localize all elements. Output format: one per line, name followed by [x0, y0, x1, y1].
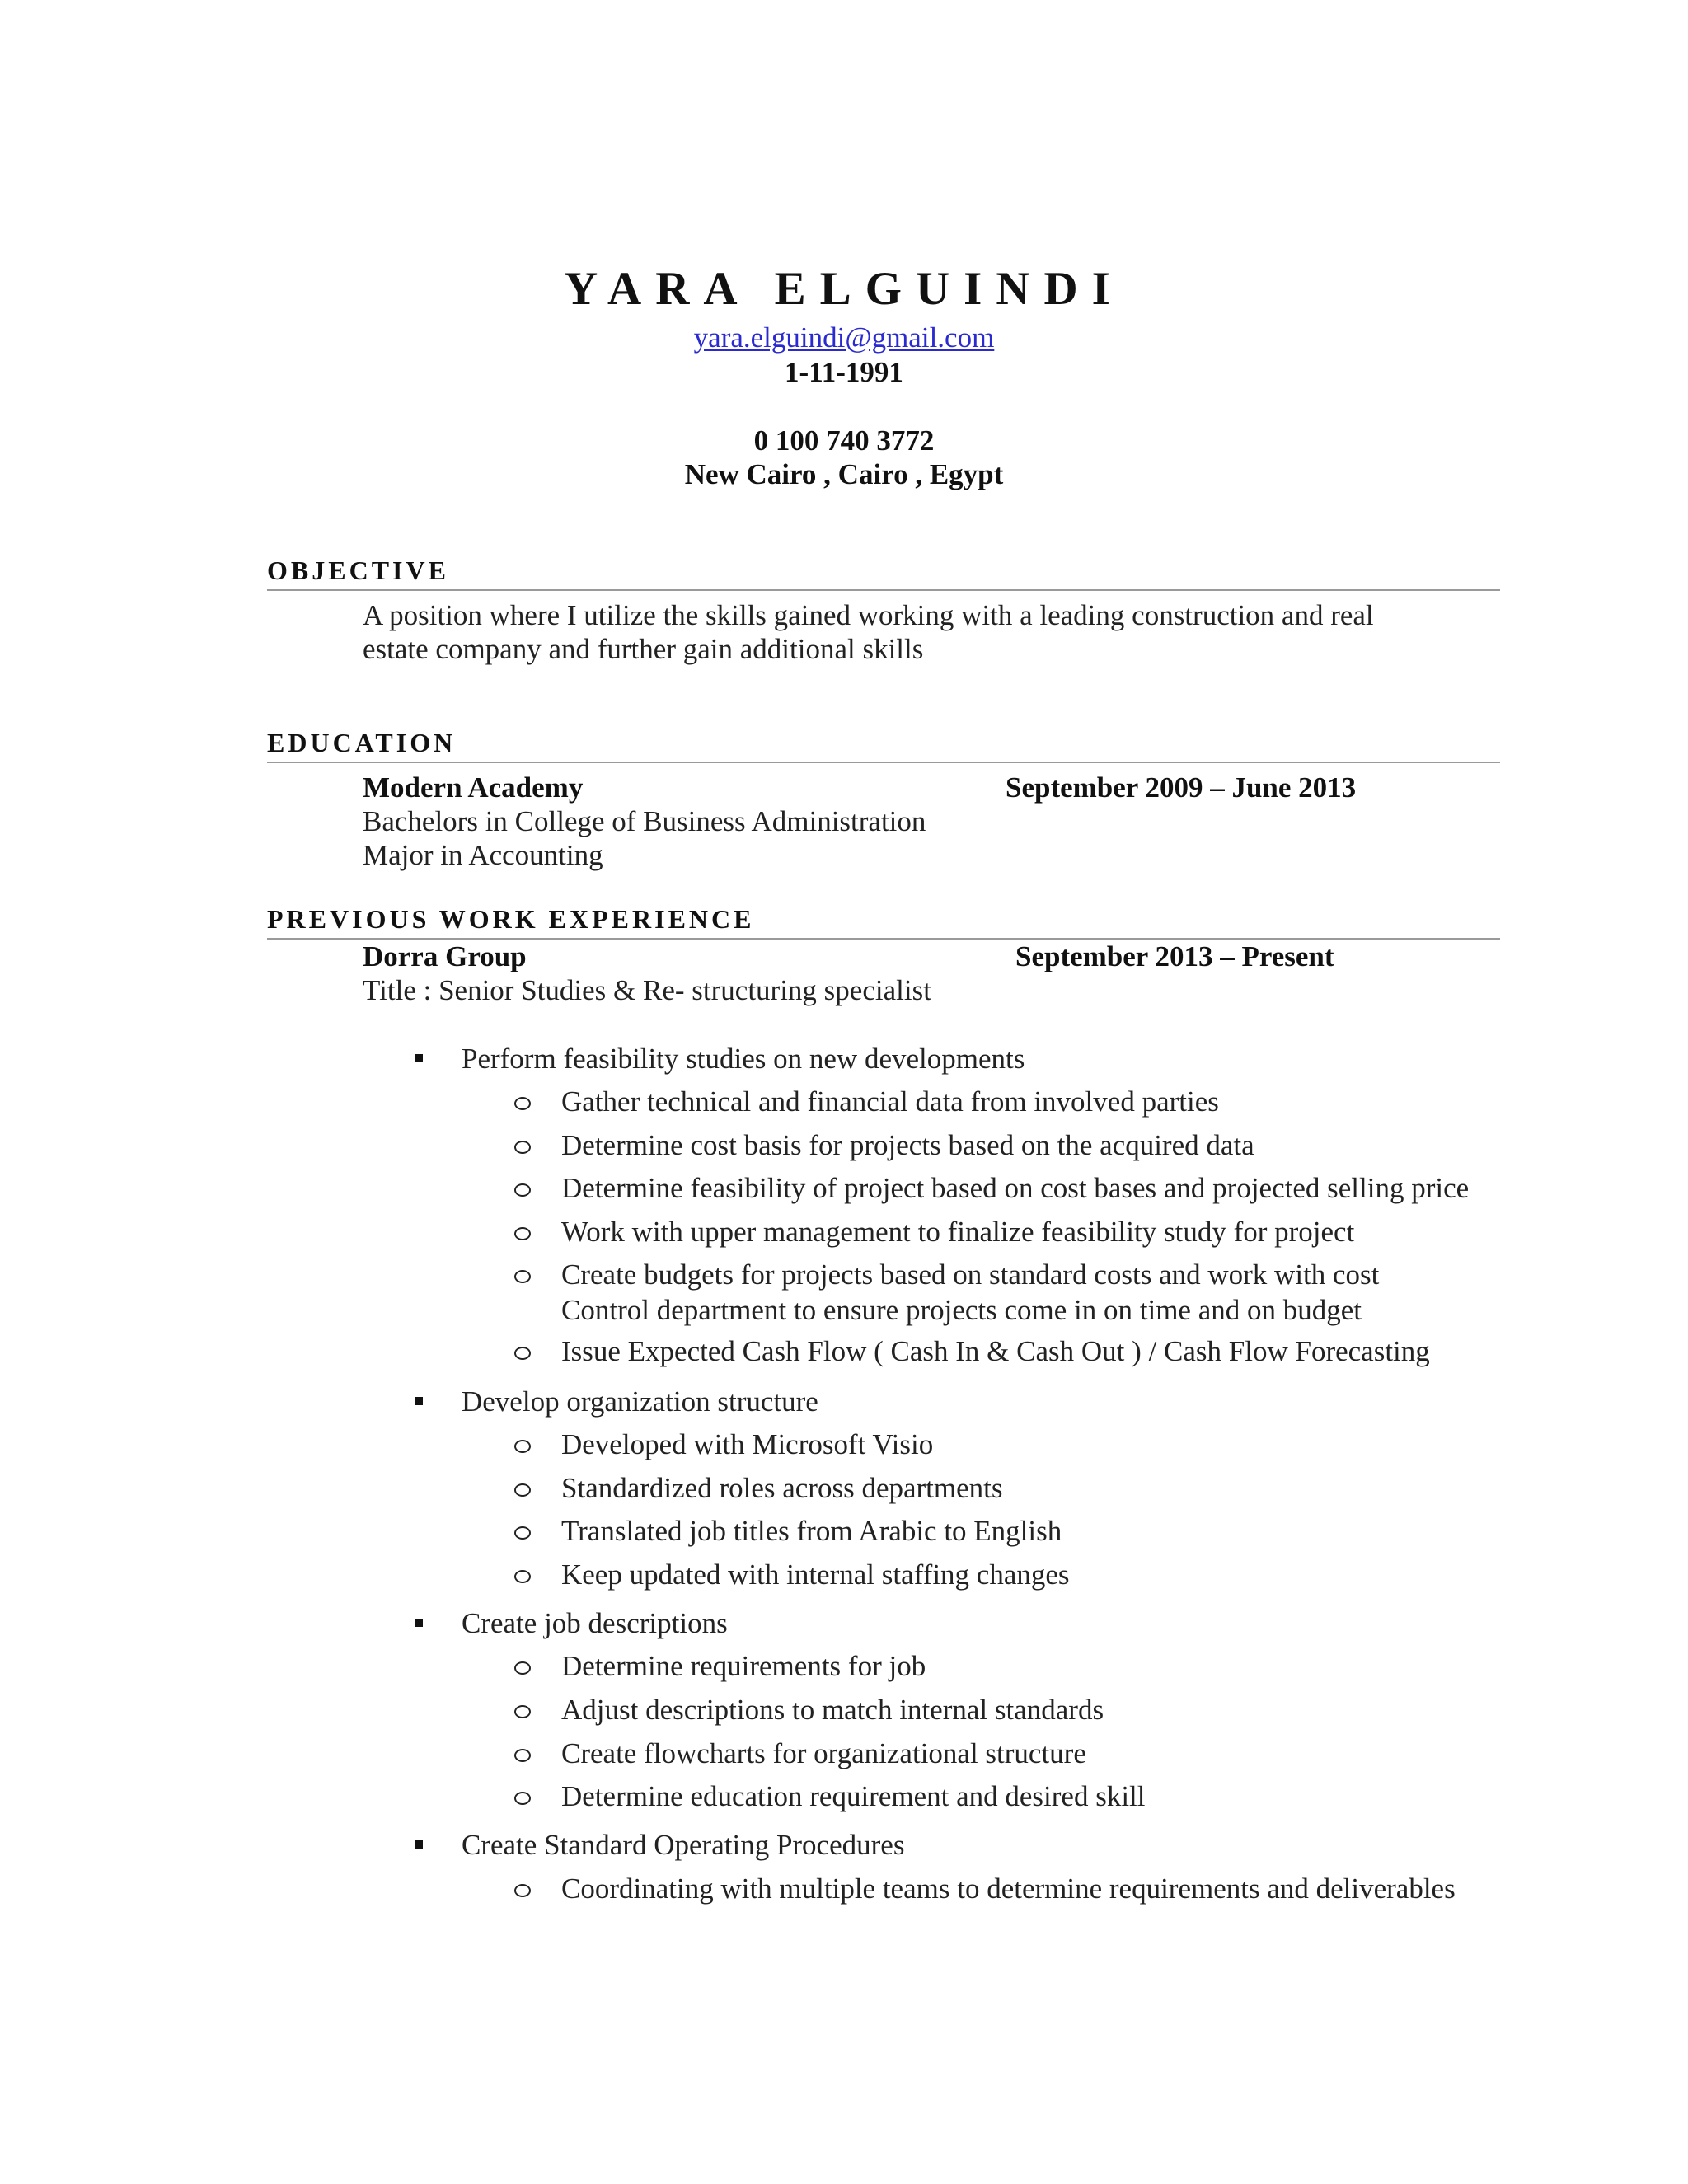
- job-title: Title : Senior Studies & Re- structuring specialist: [363, 974, 931, 1006]
- circle-bullet-icon: [514, 1183, 531, 1197]
- degree: Bachelors in College of Business Administration: [363, 805, 926, 837]
- sub-bullet-item: Work with upper management to finalize feasibility study for project: [561, 1216, 1355, 1248]
- objective-text-line-2: estate company and further gain additional skills: [363, 633, 924, 665]
- circle-bullet-icon: [514, 1749, 531, 1762]
- candidate-name: YARA ELGUINDI: [564, 263, 1124, 315]
- circle-bullet-icon: [514, 1570, 531, 1583]
- education-dates: September 2009 – June 2013: [1006, 771, 1357, 804]
- sub-bullet-item: Keep updated with internal staffing changes: [561, 1558, 1070, 1591]
- circle-bullet-icon: [514, 1227, 531, 1240]
- circle-bullet-icon: [514, 1141, 531, 1154]
- address: New Cairo , Cairo , Egypt: [684, 458, 1004, 490]
- circle-bullet-icon: [514, 1705, 531, 1718]
- section-divider: [267, 762, 1500, 763]
- circle-bullet-icon: [514, 1483, 531, 1497]
- sub-bullet-item: Issue Expected Cash Flow ( Cash In & Cash Out ) / Cash Flow Forecasting: [561, 1335, 1430, 1367]
- circle-bullet-icon: [514, 1440, 531, 1453]
- date-of-birth: 1-11-1991: [785, 356, 903, 388]
- experience-heading: PREVIOUS WORK EXPERIENCE: [267, 904, 755, 934]
- sub-bullet-item: Create flowcharts for organizational structure: [561, 1737, 1086, 1769]
- sub-bullet-continuation: Control department to ensure projects come in on time and on budget: [561, 1294, 1362, 1326]
- sub-bullet-item: Adjust descriptions to match internal standards: [561, 1694, 1104, 1726]
- sub-bullet-item: Create budgets for projects based on standard costs and work with cost: [561, 1258, 1380, 1291]
- circle-bullet-icon: [514, 1526, 531, 1540]
- circle-bullet-icon: [514, 1097, 531, 1110]
- email-link[interactable]: yara.elguindi@gmail.com: [693, 321, 995, 354]
- education-heading: EDUCATION: [267, 728, 457, 757]
- sub-bullet-item: Determine feasibility of project based on cost bases and projected selling price: [561, 1172, 1470, 1204]
- sub-bullet-item: Coordinating with multiple teams to determine requirements and deliverables: [561, 1872, 1456, 1905]
- major: Major in Accounting: [363, 839, 603, 871]
- sub-bullet-item: Gather technical and financial data from involved parties: [561, 1085, 1219, 1118]
- sub-bullet-item: Determine requirements for job: [561, 1650, 926, 1682]
- sub-bullet-item: Determine education requirement and desired skill: [561, 1780, 1146, 1812]
- bullet-item: Create Standard Operating Procedures: [462, 1829, 905, 1861]
- sub-bullet-item: Determine cost basis for projects based on the acquired data: [561, 1129, 1254, 1161]
- objective-text-line-1: A position where I utilize the skills gained working with a leading construction and real: [363, 599, 1374, 631]
- section-divider: [267, 938, 1500, 940]
- square-bullet-icon: [415, 1619, 423, 1627]
- square-bullet-icon: [415, 1054, 423, 1062]
- sub-bullet-item: Developed with Microsoft Visio: [561, 1428, 934, 1460]
- bullet-item: Create job descriptions: [462, 1607, 728, 1639]
- phone-number: 0 100 740 3772: [753, 424, 935, 457]
- experience-dates: September 2013 – Present: [1015, 940, 1334, 972]
- circle-bullet-icon: [514, 1270, 531, 1283]
- sub-bullet-item: Translated job titles from Arabic to English: [561, 1515, 1062, 1547]
- square-bullet-icon: [415, 1840, 423, 1849]
- circle-bullet-icon: [514, 1661, 531, 1675]
- bullet-item: Perform feasibility studies on new developments: [462, 1043, 1025, 1075]
- bullet-item: Develop organization structure: [462, 1385, 818, 1418]
- circle-bullet-icon: [514, 1792, 531, 1805]
- school-name: Modern Academy: [363, 771, 584, 804]
- company-name: Dorra Group: [363, 940, 527, 972]
- circle-bullet-icon: [514, 1347, 531, 1360]
- square-bullet-icon: [415, 1397, 423, 1405]
- sub-bullet-item: Standardized roles across departments: [561, 1472, 1003, 1504]
- section-divider: [267, 589, 1500, 591]
- objective-heading: OBJECTIVE: [267, 555, 449, 585]
- circle-bullet-icon: [514, 1884, 531, 1897]
